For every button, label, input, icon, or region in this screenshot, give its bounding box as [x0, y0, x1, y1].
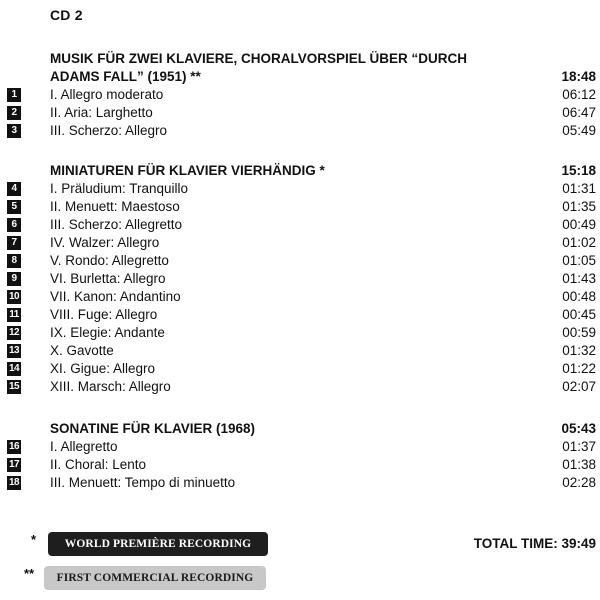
work-title-line1: SONATINE FÜR KLAVIER (1968)	[50, 421, 256, 436]
track-title: XI. Gigue: Allegro	[50, 361, 156, 376]
track-number-badge: 9	[7, 272, 21, 286]
work-title-line1: MUSIK FÜR ZWEI KLAVIERE, CHORALVORSPIEL ÜBER “DURCH	[50, 51, 468, 66]
track-number-badge: 5	[7, 200, 21, 214]
work-total-time: 05:43	[561, 421, 596, 436]
track-title: X. Gavotte	[50, 343, 114, 358]
legend-double-asterisk-mark: **	[24, 566, 35, 581]
track-number-badge: 4	[7, 182, 21, 196]
track-row	[0, 474, 600, 492]
track-title: VI. Burletta: Allegro	[50, 271, 166, 286]
track-row	[0, 86, 600, 104]
track-title: IX. Elegie: Andante	[50, 325, 165, 340]
track-row	[0, 104, 600, 122]
track-number-badge: 3	[7, 124, 21, 138]
legend-world-premiere	[0, 532, 300, 556]
track-number-badge: 8	[7, 254, 21, 268]
track-title: III. Scherzo: Allegretto	[50, 217, 183, 232]
track-row	[0, 378, 600, 396]
track-time: 02:07	[562, 379, 596, 394]
track-number-badge: 7	[7, 236, 21, 250]
track-time: 01:35	[562, 199, 596, 214]
track-row	[0, 216, 600, 234]
track-time: 01:02	[562, 235, 596, 250]
work-section-2	[0, 162, 600, 396]
track-row	[0, 324, 600, 342]
track-row	[0, 234, 600, 252]
track-number-badge: 15	[8, 381, 20, 392]
track-time: 05:49	[562, 123, 596, 138]
work-title-line1: MINIATUREN FÜR KLAVIER VIERHÄNDIG *	[50, 163, 325, 178]
work-section-1	[0, 50, 600, 140]
work-total-time: 15:18	[561, 163, 596, 178]
track-title: I. Präludium: Tranquillo	[50, 181, 189, 196]
track-number-badge: 12	[8, 327, 20, 338]
track-row	[0, 122, 600, 140]
track-time: 06:47	[562, 105, 596, 120]
first-commercial-badge: FIRST COMMERCIAL RECORDING	[44, 566, 266, 590]
track-title: III. Menuett: Tempo di minuetto	[50, 475, 236, 490]
track-time: 00:45	[562, 307, 596, 322]
world-premiere-badge: WORLD PREMIÈRE RECORDING	[48, 532, 268, 556]
track-time: 01:31	[562, 181, 596, 196]
track-number-badge: 18	[8, 477, 20, 488]
track-number-badge: 1	[7, 88, 21, 102]
track-number-badge: 2	[7, 106, 21, 120]
track-row	[0, 456, 600, 474]
track-row	[0, 342, 600, 360]
track-title: I. Allegro moderato	[50, 87, 164, 102]
track-row	[0, 288, 600, 306]
track-number-badge: 10	[8, 291, 20, 302]
track-time: 00:59	[562, 325, 596, 340]
track-row	[0, 198, 600, 216]
cd-label: CD 2	[50, 7, 83, 23]
total-time-label: TOTAL TIME:	[473, 536, 558, 551]
track-title: VIII. Fuge: Allegro	[50, 307, 158, 322]
track-title: III. Scherzo: Allegro	[50, 123, 168, 138]
work-total-time: 18:48	[561, 69, 596, 84]
track-time: 06:12	[562, 87, 596, 102]
track-row	[0, 180, 600, 198]
track-number-badge: 17	[8, 459, 20, 470]
track-time: 01:22	[562, 361, 596, 376]
track-title: IV. Walzer: Allegro	[50, 235, 160, 250]
track-time: 02:28	[562, 475, 596, 490]
track-number-badge: 6	[7, 218, 21, 232]
track-time: 01:43	[562, 271, 596, 286]
track-title: VII. Kanon: Andantino	[50, 289, 181, 304]
track-row	[0, 360, 600, 378]
legend-asterisk-mark: *	[31, 532, 37, 547]
track-title: I. Allegretto	[50, 439, 118, 454]
track-number-badge: 14	[8, 363, 20, 374]
total-time-value: 39:49	[561, 536, 596, 551]
track-title: XIII. Marsch: Allegro	[50, 379, 171, 394]
track-number-badge: 13	[8, 345, 20, 356]
track-title: II. Choral: Lento	[50, 457, 147, 472]
track-time: 01:05	[562, 253, 596, 268]
track-row	[0, 306, 600, 324]
work-header	[50, 162, 596, 180]
track-time: 01:38	[562, 457, 596, 472]
work-header	[50, 50, 596, 86]
track-number-badge: 16	[8, 441, 20, 452]
track-time: 01:37	[562, 439, 596, 454]
work-header	[50, 420, 596, 438]
work-title-line2: ADAMS FALL” (1951) **	[50, 69, 201, 84]
track-number-badge: 11	[7, 308, 21, 322]
track-time: 01:32	[562, 343, 596, 358]
work-section-3	[0, 420, 600, 492]
track-row	[0, 252, 600, 270]
track-title: II. Aria: Larghetto	[50, 105, 153, 120]
track-time: 00:49	[562, 217, 596, 232]
track-time: 00:48	[562, 289, 596, 304]
total-time	[474, 536, 596, 551]
track-row	[0, 270, 600, 288]
track-title: II. Menuett: Maestoso	[50, 199, 180, 214]
track-title: V. Rondo: Allegretto	[50, 253, 169, 268]
legend-first-commercial	[0, 566, 300, 590]
track-row	[0, 438, 600, 456]
